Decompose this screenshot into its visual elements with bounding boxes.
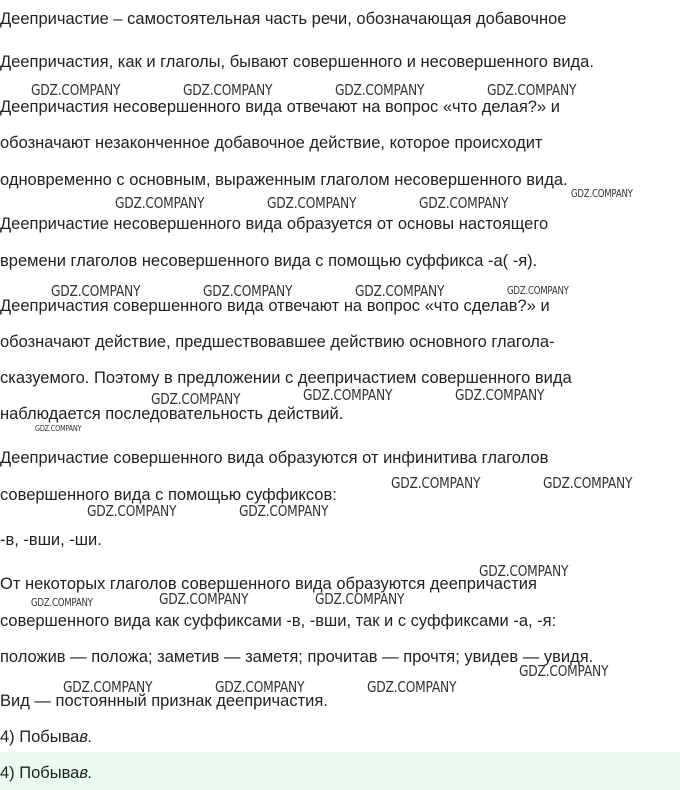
watermark: GDZ.COMPANY — [31, 597, 93, 609]
watermark: GDZ.COMPANY — [543, 474, 633, 492]
watermark: GDZ.COMPANY — [115, 194, 205, 212]
watermark: GDZ.COMPANY — [35, 424, 82, 433]
text-line-3: Деепричастия несовершенного вида отвечают на вопрос «что делая?» и — [0, 98, 560, 116]
text-line-17: положив — положа; заметив — заметя; прочитав — прочтя; увидев — увидя. — [0, 648, 594, 666]
watermark: GDZ.COMPANY — [51, 282, 141, 300]
text-line-7: времени глаголов несовершенного вида с помощью суффикса -а( -я). — [0, 252, 538, 270]
watermark: GDZ.COMPANY — [367, 678, 457, 696]
watermark: GDZ.COMPANY — [315, 590, 405, 608]
watermark: GDZ.COMPANY — [31, 81, 121, 99]
watermark: GDZ.COMPANY — [355, 282, 445, 300]
watermark: GDZ.COMPANY — [519, 662, 609, 680]
watermark: GDZ.COMPANY — [507, 285, 569, 297]
watermark: GDZ.COMPANY — [303, 386, 393, 404]
watermark: GDZ.COMPANY — [487, 81, 577, 99]
text-line-8: Деепричастия совершенного вида отвечают на вопрос «что сделав?» и — [0, 297, 550, 315]
text-line-12: Деепричастие совершенного вида образуются от инфинитива глаголов — [0, 449, 549, 467]
text-line-18: Вид — постоянный признак деепричастия. — [0, 692, 328, 710]
text-line-10: сказуемого. Поэтому в предложении с деепричастием совершенного вида — [0, 369, 572, 387]
watermark: GDZ.COMPANY — [419, 194, 509, 212]
answer-highlight — [0, 752, 680, 790]
watermark: GDZ.COMPANY — [455, 386, 545, 404]
watermark: GDZ.COMPANY — [571, 188, 633, 200]
text-line-15: От некоторых глаголов совершенного вида образуются деепричастия — [0, 575, 537, 593]
text-line-5: одновременно с основным, выраженным глаголом несовершенного вида. — [0, 171, 568, 189]
watermark: GDZ.COMPANY — [183, 81, 273, 99]
watermark: GDZ.COMPANY — [63, 678, 153, 696]
watermark: GDZ.COMPANY — [335, 81, 425, 99]
text-line-4: обозначают незаконченное добавочное действие, которое происходит — [0, 134, 543, 152]
text-line-1: Деепричастие – самостоятельная часть речи, обозначающая добавочное — [0, 10, 567, 28]
text-line-2: Деепричастия, как и глаголы, бывают совершенного и несовершенного вида. — [0, 53, 594, 71]
text-line-9: обозначают действие, предшествовавшее действию основного глагола- — [0, 333, 555, 351]
watermark: GDZ.COMPANY — [203, 282, 293, 300]
watermark: GDZ.COMPANY — [87, 502, 177, 520]
text-line-11: наблюдается последовательность действий. — [0, 405, 344, 423]
text-line-16: совершенного вида как суффиксами -в, -вши, так и с суффиксами -а, -я: — [0, 612, 557, 630]
text-line-13: совершенного вида с помощью суффиксов: — [0, 486, 337, 504]
watermark: GDZ.COMPANY — [239, 502, 329, 520]
watermark: GDZ.COMPANY — [159, 590, 249, 608]
watermark: GDZ.COMPANY — [479, 562, 569, 580]
watermark: GDZ.COMPANY — [215, 678, 305, 696]
answer-text-plain: 4) Побывав. — [0, 728, 93, 746]
text-line-6: Деепричастие несовершенного вида образуется от основы настоящего — [0, 215, 549, 233]
watermark: GDZ.COMPANY — [267, 194, 357, 212]
text-line-14: -в, -вши, -ши. — [0, 531, 102, 549]
answer-text: 4) Побывав. — [0, 764, 93, 782]
watermark: GDZ.COMPANY — [391, 474, 481, 492]
watermark: GDZ.COMPANY — [151, 390, 241, 408]
